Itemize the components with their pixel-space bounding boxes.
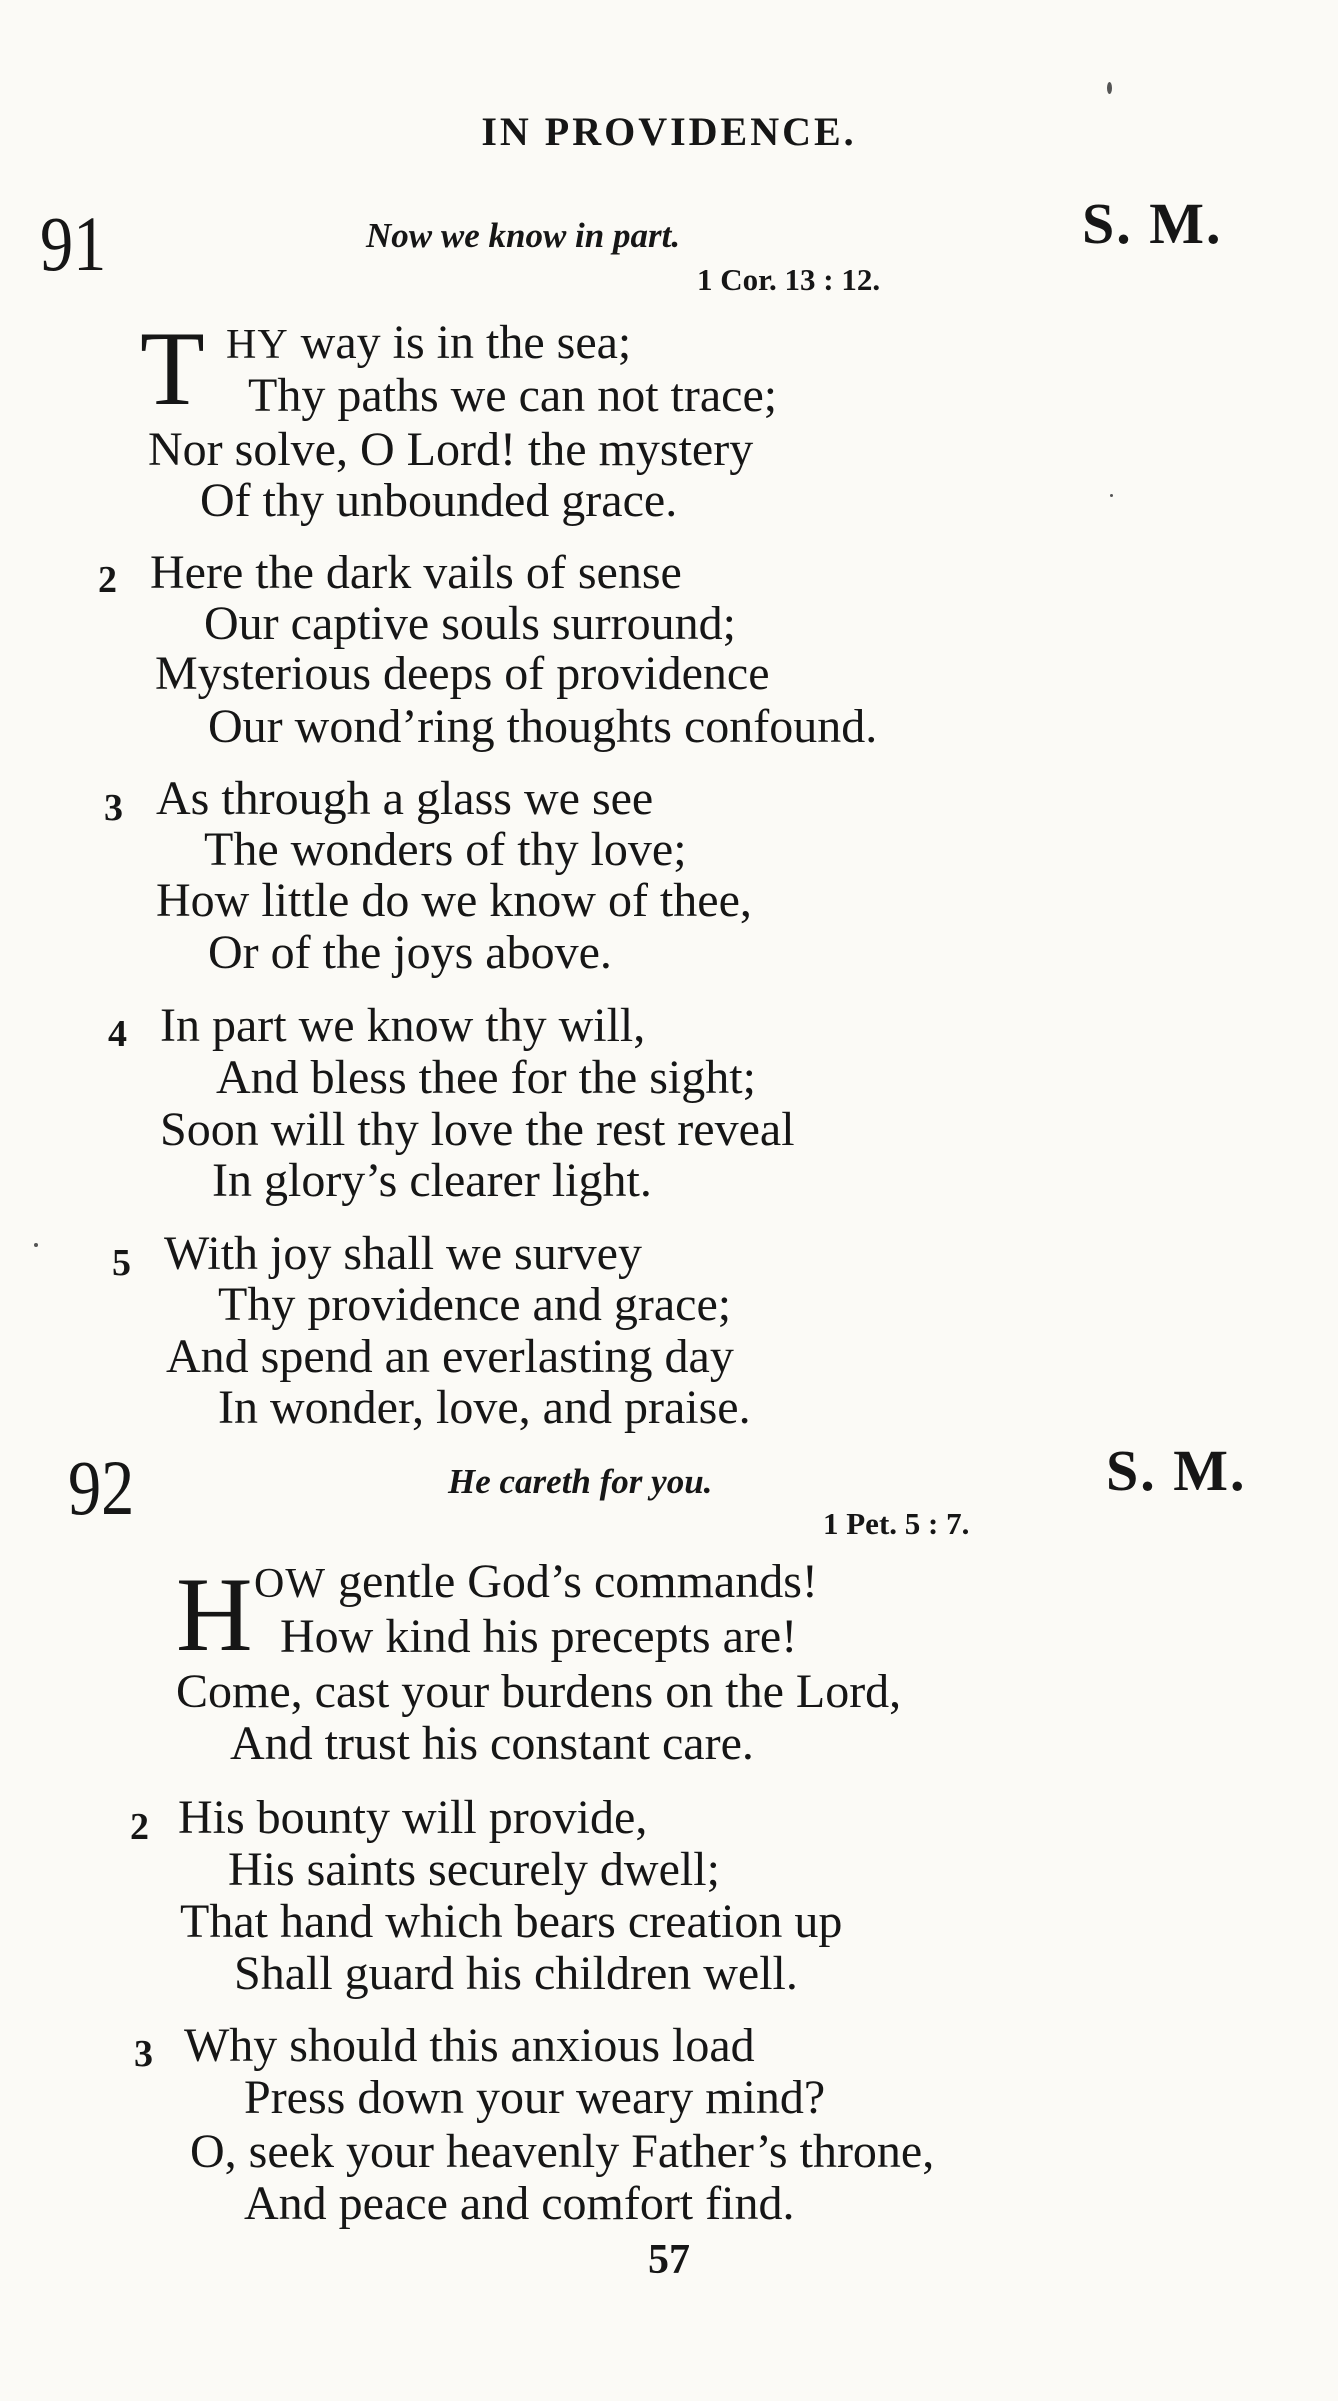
hymn-number: 91 bbox=[40, 200, 107, 287]
verse-line: Shall guard his children well. bbox=[234, 1947, 798, 2000]
verse-line: Here the dark vails of sense bbox=[150, 546, 682, 599]
verse-line: In part we know thy will, bbox=[160, 999, 646, 1052]
verse-number: 5 bbox=[112, 1242, 131, 1284]
verse-line: His bounty will provide, bbox=[178, 1791, 648, 1844]
hymn-number: 92 bbox=[68, 1444, 135, 1531]
verse-line: Mysterious deeps of providence bbox=[155, 647, 770, 700]
hymn-subtitle: He careth for you. bbox=[448, 1462, 713, 1501]
verse-line: The wonders of thy love; bbox=[204, 823, 687, 876]
verse-number: 4 bbox=[108, 1013, 127, 1055]
verse-line: As through a glass we see bbox=[156, 772, 654, 825]
cap-word: OW bbox=[254, 1561, 326, 1607]
verse-line: And bless thee for the sight; bbox=[216, 1051, 756, 1104]
page-number: 57 bbox=[648, 2237, 690, 2283]
verse-number: 2 bbox=[98, 559, 117, 601]
verse-line bbox=[254, 1555, 818, 1608]
drop-cap: H bbox=[176, 1556, 253, 1673]
drop-cap: T bbox=[140, 310, 205, 427]
verse-line: Or of the joys above. bbox=[208, 926, 612, 979]
ink-speck bbox=[1110, 494, 1113, 497]
verse-line: His saints securely dwell; bbox=[228, 1843, 720, 1896]
verse-line: How kind his precepts are! bbox=[280, 1610, 798, 1663]
verse-line bbox=[226, 316, 632, 369]
line-text: way is in the sea; bbox=[288, 316, 632, 369]
verse-number: 2 bbox=[130, 1806, 149, 1848]
verse-line: Of thy unbounded grace. bbox=[200, 474, 678, 527]
verse-line: Soon will thy love the rest reveal bbox=[160, 1103, 795, 1156]
verse-line: How little do we know of thee, bbox=[156, 874, 752, 927]
verse-line: Press down your weary mind? bbox=[244, 2071, 826, 2124]
verse-line: Why should this anxious load bbox=[184, 2019, 755, 2072]
verse-line: And peace and comfort find. bbox=[244, 2177, 795, 2230]
verse-line: In wonder, love, and praise. bbox=[218, 1381, 751, 1434]
verse-line: In glory’s clearer light. bbox=[212, 1154, 652, 1207]
verse-line: That hand which bears creation up bbox=[180, 1895, 843, 1948]
ink-speck bbox=[34, 1243, 38, 1247]
verse-line: And spend an everlasting day bbox=[166, 1330, 734, 1383]
verse-line: Our wond’ring thoughts confound. bbox=[208, 700, 878, 753]
cap-word: HY bbox=[226, 322, 289, 368]
hymn-meter: S. M. bbox=[1106, 1438, 1247, 1503]
hymn-subtitle: Now we know in part. bbox=[366, 216, 681, 255]
verse-line: And trust his constant care. bbox=[230, 1717, 754, 1770]
scripture-reference: 1 Pet. 5 : 7. bbox=[823, 1506, 970, 1541]
verse-number: 3 bbox=[104, 787, 123, 829]
verse-line: Nor solve, O Lord! the mystery bbox=[148, 423, 754, 476]
ink-speck bbox=[1107, 82, 1112, 94]
hymn-meter: S. M. bbox=[1082, 191, 1223, 256]
verse-line: Come, cast your burdens on the Lord, bbox=[176, 1665, 902, 1718]
line-text: gentle God’s commands! bbox=[325, 1555, 818, 1608]
verse-line: Our captive souls surround; bbox=[204, 597, 736, 650]
verse-line: With joy shall we survey bbox=[164, 1227, 642, 1280]
scripture-reference: 1 Cor. 13 : 12. bbox=[697, 262, 881, 297]
verse-line: O, seek your heavenly Father’s throne, bbox=[190, 2125, 935, 2178]
verse-line: Thy providence and grace; bbox=[218, 1278, 732, 1331]
page-header: IN PROVIDENCE. bbox=[481, 109, 857, 154]
verse-line: Thy paths we can not trace; bbox=[248, 369, 778, 422]
verse-number: 3 bbox=[134, 2033, 153, 2075]
